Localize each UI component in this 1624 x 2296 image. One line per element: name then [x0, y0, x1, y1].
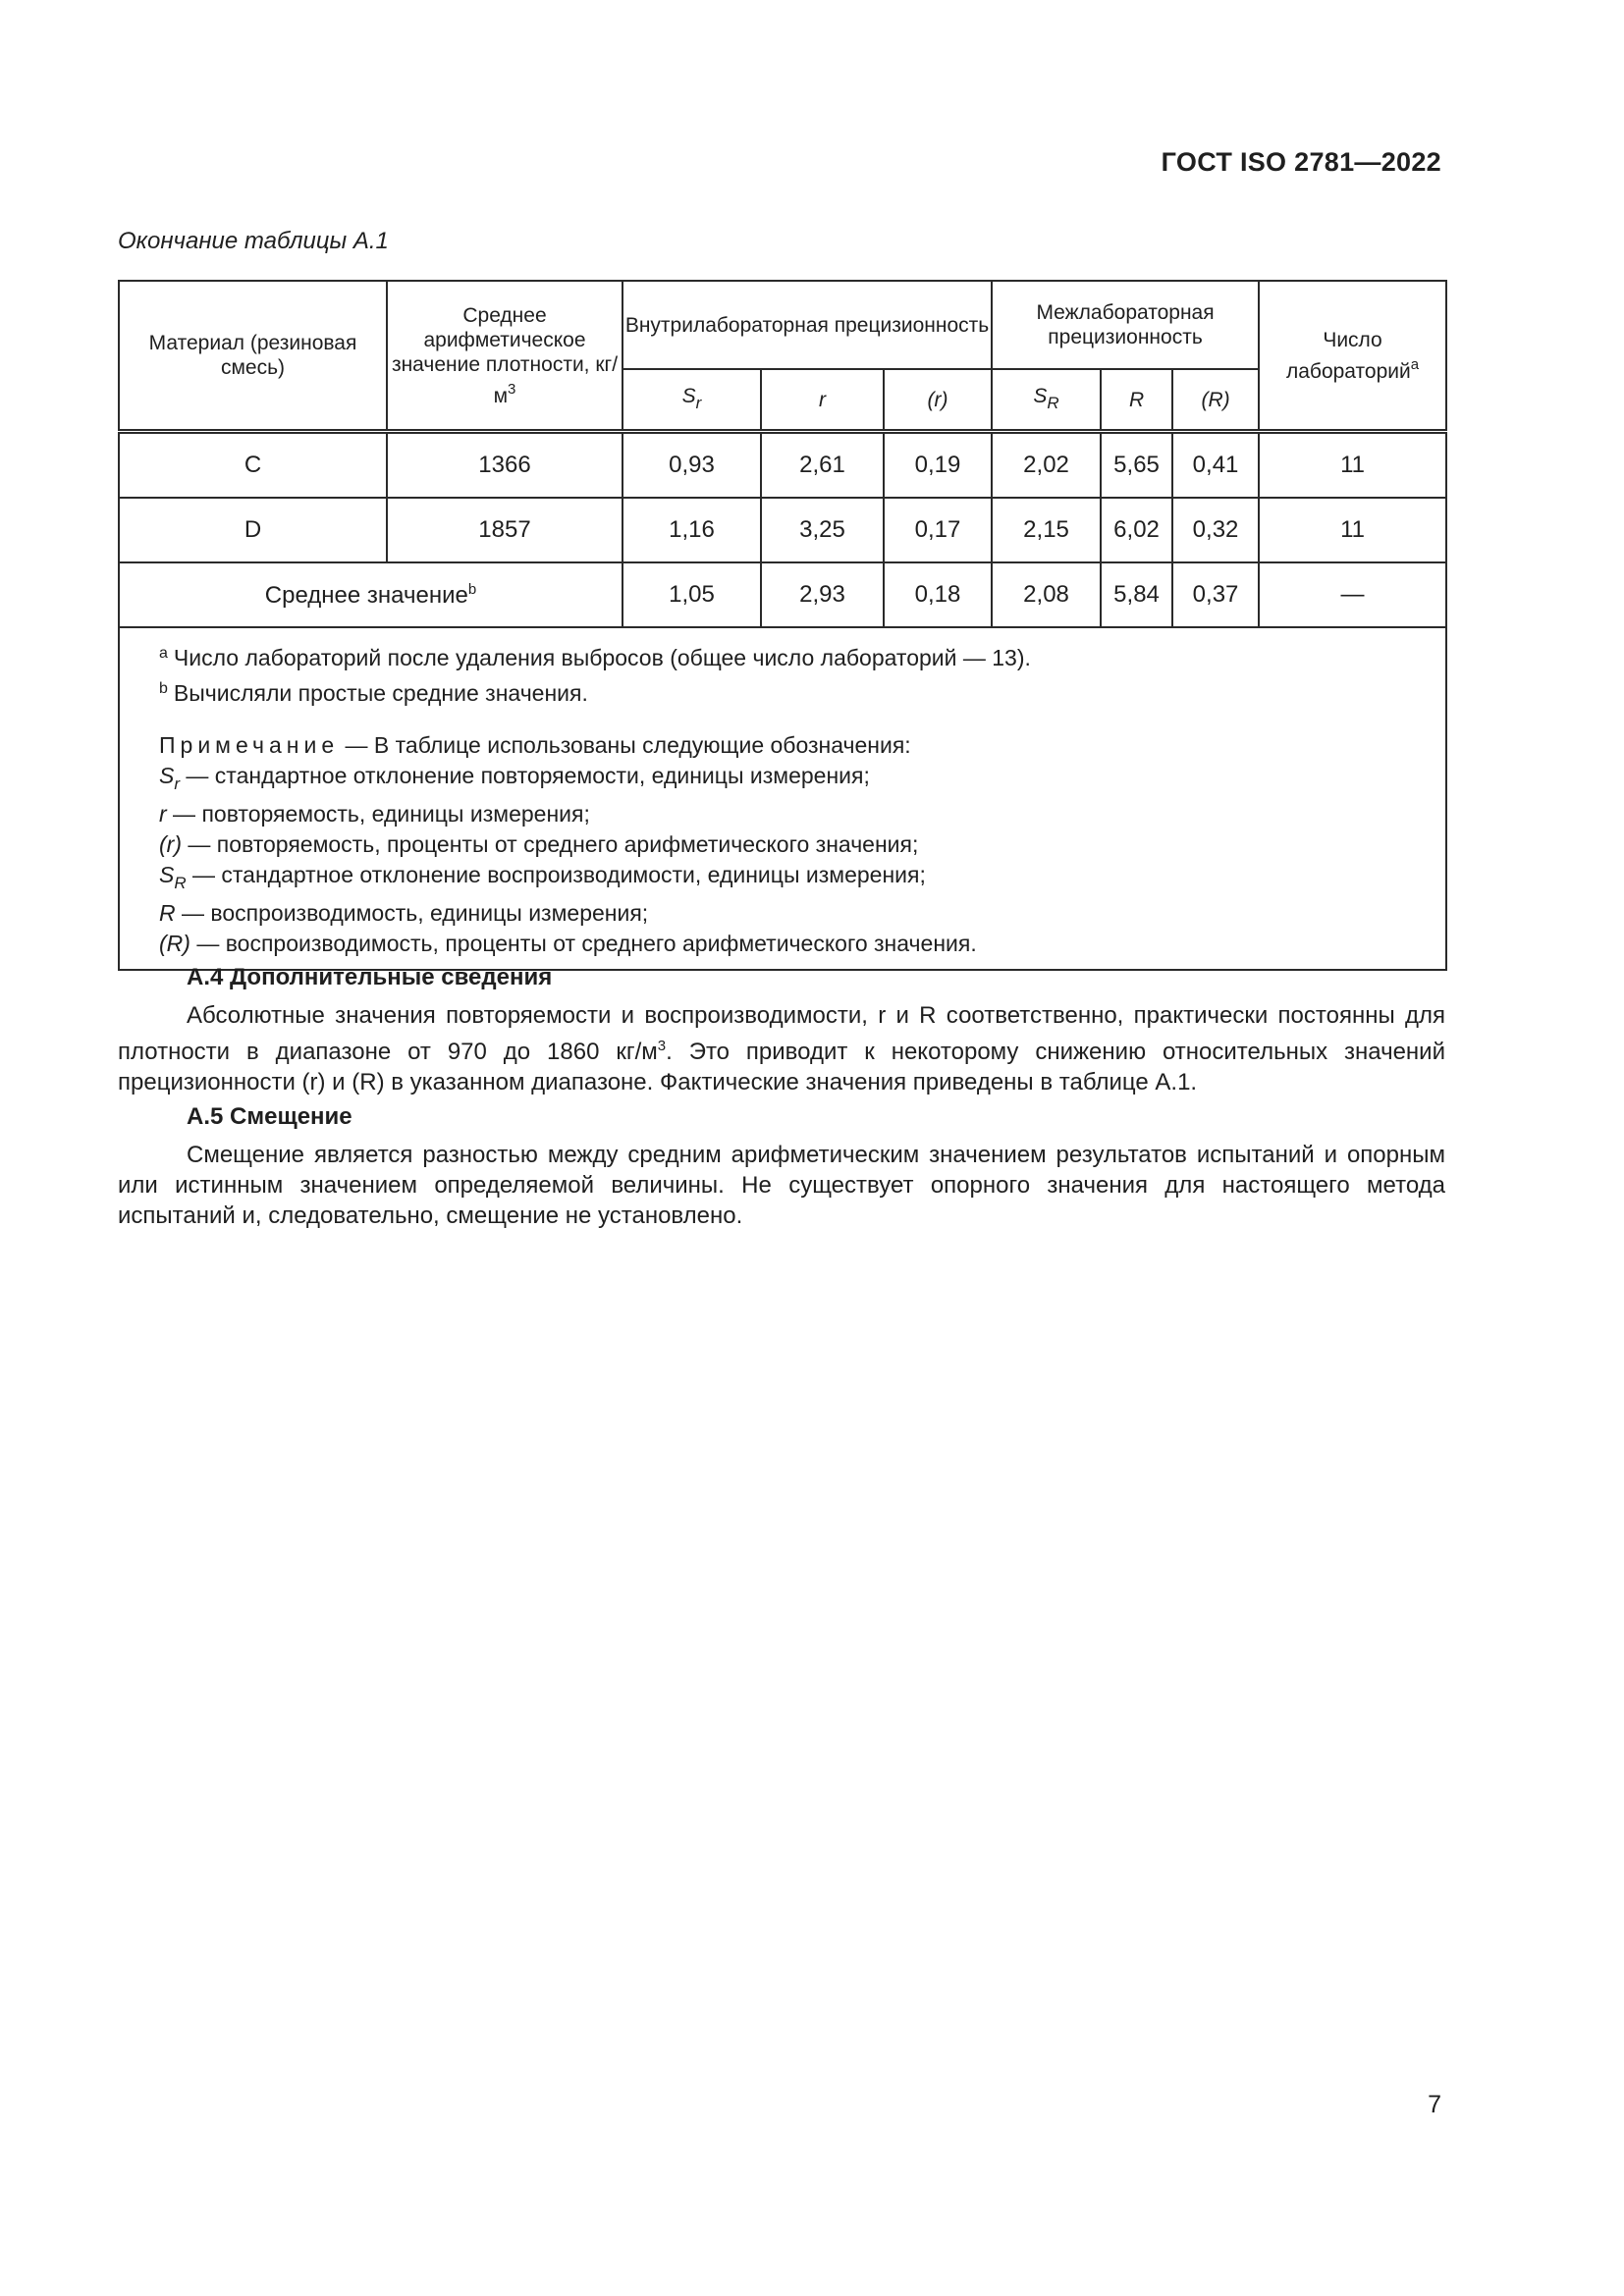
table-notes-row: [119, 627, 1446, 970]
section-a4: [118, 962, 1445, 1097]
header-between-lab: Межлабораторная прецизионность: [992, 281, 1259, 369]
note-line: $S_R$ — стандартное отклонение воспроизводимости, единицы измерения;: [159, 862, 926, 892]
header-R: R: [1101, 369, 1172, 432]
cell-r-pct: 0,19: [884, 432, 992, 499]
cell-material: D: [119, 498, 387, 562]
cell-r: 2,93: [761, 562, 884, 627]
section-a5-title: А.5 Смещение: [187, 1103, 352, 1130]
cell-R: 5,84: [1101, 562, 1172, 627]
section-a5: [118, 1101, 1445, 1231]
section-a4-paragraph: Абсолютные значения повторяемости и воспроизводимости, r и R соответственно, практически постоянны для плотности в диапазоне от 970 до 1860 $кг/м^3$. Это приводит к некоторому снижению относительных значений прецизионности (r) и (R) в указанном диапазоне. Фактические значения приведены в таблице А.1.: [118, 1002, 1445, 1095]
cell-sR: 2,08: [992, 562, 1101, 627]
table-row-mean: [119, 562, 1446, 627]
header-sR: $S_R$: [992, 369, 1101, 432]
cell-sr: 0,93: [623, 432, 761, 499]
cell-R: 5,65: [1101, 432, 1172, 499]
cell-mean-label: Среднее значение$^b$: [119, 562, 623, 627]
table-notes: [119, 627, 1446, 970]
footnote-a: $^a$ Число лабораторий после удаления выбросов (общее число лабораторий — 13).: [159, 645, 1031, 670]
section-a4-title: А.4 Дополнительные сведения: [187, 964, 553, 990]
cell-labs: —: [1259, 562, 1446, 627]
header-labs: Число лабораторий$^a$: [1259, 281, 1446, 432]
header-within-lab: Внутрилабораторная прецизионность: [623, 281, 992, 369]
table-row: [119, 432, 1446, 499]
cell-R-pct: 0,41: [1172, 432, 1259, 499]
cell-sR: 2,02: [992, 432, 1101, 499]
header-R-pct: (R): [1172, 369, 1259, 432]
note-line: (r) — повторяемость, проценты от среднего арифметического значения;: [159, 831, 919, 857]
cell-labs: 11: [1259, 432, 1446, 499]
cell-r: 2,61: [761, 432, 884, 499]
cell-R-pct: 0,37: [1172, 562, 1259, 627]
cell-density: 1366: [387, 432, 623, 499]
cell-material: C: [119, 432, 387, 499]
note-line: R — воспроизводимость, единицы измерения;: [159, 900, 649, 926]
cell-sr: 1,16: [623, 498, 761, 562]
page-number: 7: [1428, 2091, 1441, 2118]
header-r-pct: (r): [884, 369, 992, 432]
cell-sR: 2,15: [992, 498, 1101, 562]
note-line: (R) — воспроизводимость, проценты от среднего арифметического значения.: [159, 931, 977, 956]
cell-r-pct: 0,18: [884, 562, 992, 627]
footnote-b: $^b$ Вычисляли простые средние значения.: [159, 680, 588, 706]
header-r: r: [761, 369, 884, 432]
header-sr: $S_r$: [623, 369, 761, 432]
header-material: Материал (резиновая смесь): [119, 281, 387, 432]
note-line: $S_r$ — стандартное отклонение повторяемости, единицы измерения;: [159, 763, 870, 793]
header-density: Среднее арифметическое значение плотности, $кг/м^3$: [387, 281, 623, 432]
precision-table-container: [118, 280, 1445, 971]
section-a5-paragraph: Смещение является разностью между средним арифметическим значением результатов испытаний и опорным или истинным значением определяемой величины. Не существует опорного значения для настоящего метода испытаний и, следовательно, смещение не установлено.: [118, 1142, 1445, 1229]
precision-table: [118, 280, 1447, 971]
document-header: ГОСТ ISO 2781—2022: [1161, 147, 1441, 177]
cell-density: 1857: [387, 498, 623, 562]
cell-R-pct: 0,32: [1172, 498, 1259, 562]
note-intro: Примечание — В таблице использованы следующие обозначения:: [159, 732, 911, 758]
table-row: [119, 498, 1446, 562]
cell-r: 3,25: [761, 498, 884, 562]
cell-sr: 1,05: [623, 562, 761, 627]
cell-labs: 11: [1259, 498, 1446, 562]
table-caption: Окончание таблицы А.1: [118, 228, 389, 254]
cell-r-pct: 0,17: [884, 498, 992, 562]
cell-R: 6,02: [1101, 498, 1172, 562]
note-line: r — повторяемость, единицы измерения;: [159, 801, 590, 827]
